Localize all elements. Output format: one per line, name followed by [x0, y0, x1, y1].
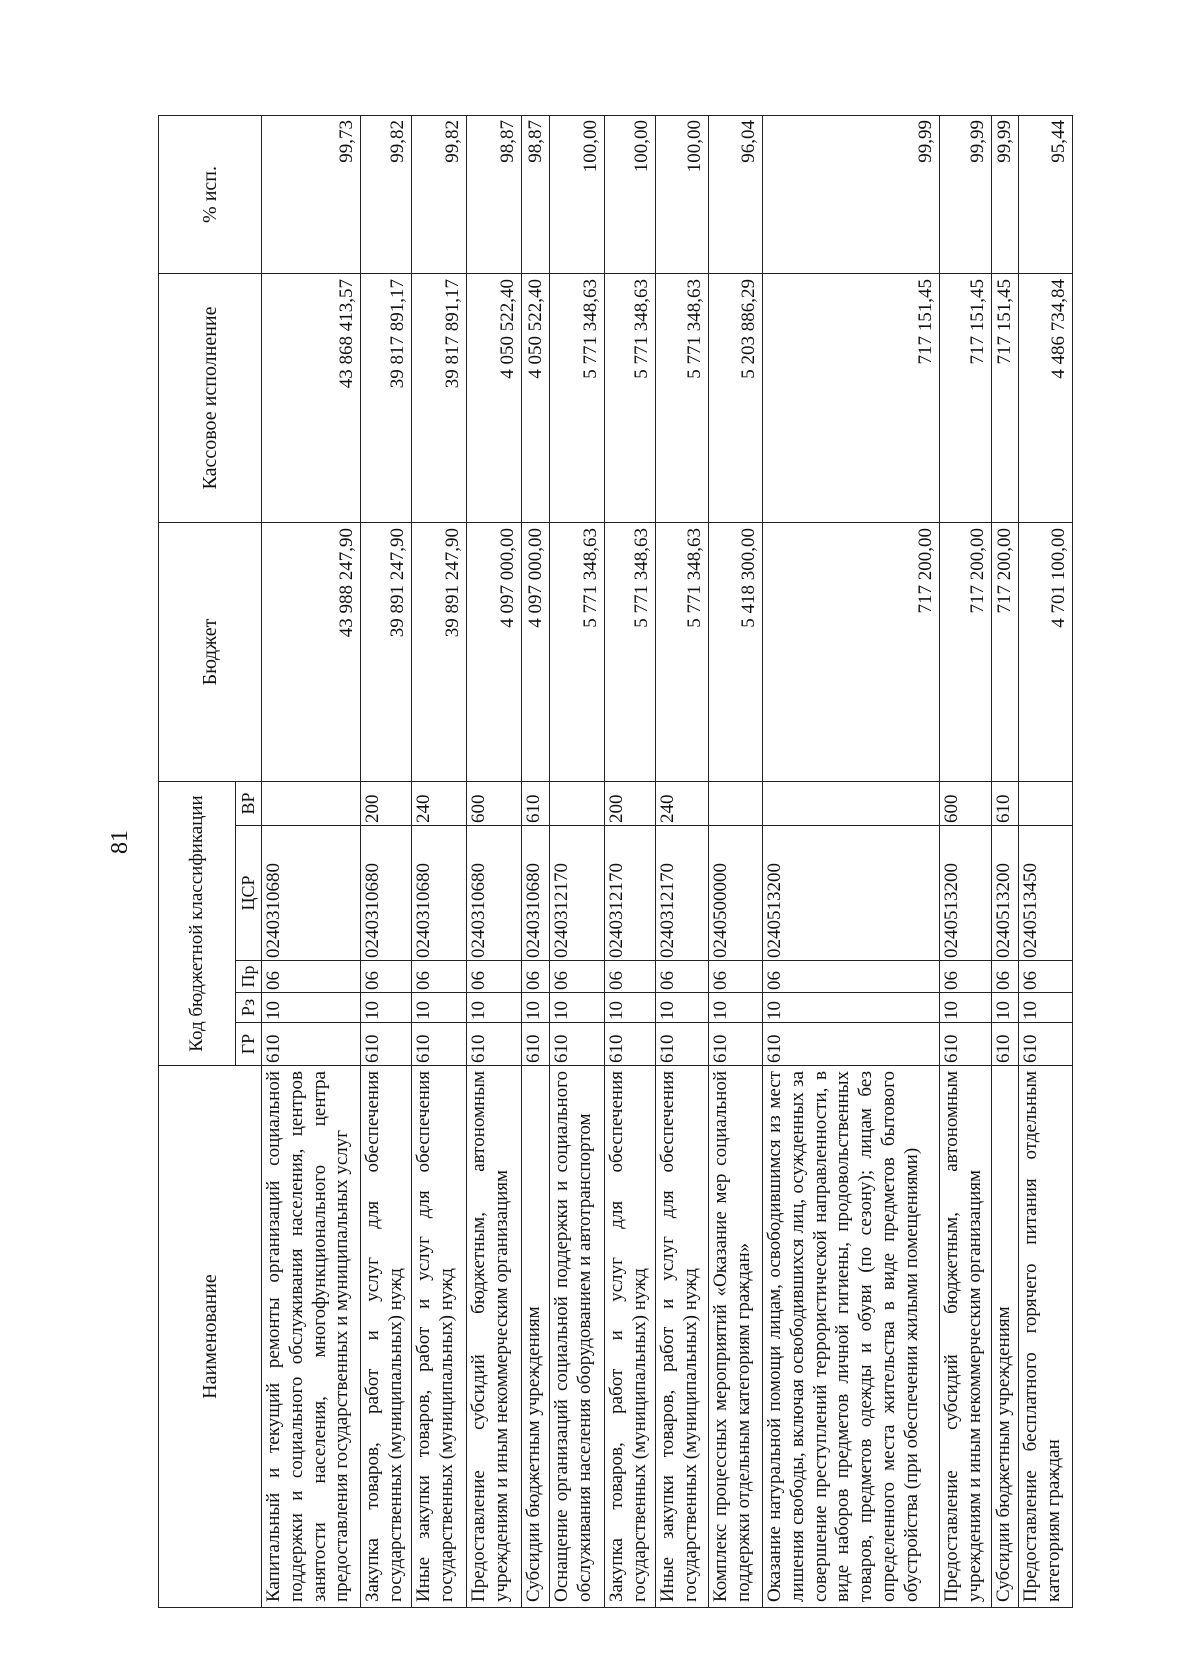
row-cash: 5 203 886,29: [709, 273, 763, 522]
row-csr: 0240513450: [1019, 826, 1073, 961]
row-budget: 43 988 247,90: [262, 522, 361, 781]
row-csr: 0240513200: [763, 826, 940, 961]
row-rz: 10: [656, 993, 709, 1023]
row-pct: 99,99: [763, 115, 940, 273]
row-csr: 0240312170: [550, 826, 605, 961]
row-rz: 10: [412, 993, 467, 1023]
row-pct: 96,04: [709, 115, 763, 273]
header-csr: ЦСР: [236, 826, 262, 961]
row-gr: 610: [550, 1023, 605, 1066]
row-vr: [262, 781, 361, 825]
header-rz: Рз: [236, 993, 262, 1023]
row-pr: 06: [467, 961, 522, 993]
row-vr: 240: [656, 781, 709, 825]
row-budget: 717 200,00: [763, 522, 940, 781]
row-csr: 0240310680: [467, 826, 522, 961]
budget-execution-table: [158, 115, 1073, 1608]
row-rz: 10: [1019, 993, 1073, 1023]
header-name: Наименование: [159, 1066, 262, 1608]
table-row: [656, 115, 709, 1607]
row-gr: 610: [262, 1023, 361, 1066]
row-pr: 06: [992, 961, 1019, 993]
row-gr: 610: [412, 1023, 467, 1066]
table-row: [262, 115, 361, 1607]
row-vr: 600: [467, 781, 522, 825]
row-vr: [763, 781, 940, 825]
row-cash: 4 486 734,84: [1019, 273, 1073, 522]
row-vr: 600: [940, 781, 992, 825]
row-vr: [550, 781, 605, 825]
row-budget: 39 891 247,90: [361, 522, 412, 781]
row-name: Предоставление бесплатного горячего питания отдельным категориям граждан: [1019, 1066, 1073, 1608]
row-cash: 4 050 522,40: [522, 273, 550, 522]
row-pr: 06: [412, 961, 467, 993]
row-pct: 100,00: [605, 115, 656, 273]
header-pct: % исп.: [159, 115, 262, 273]
table-row: [467, 115, 522, 1607]
row-vr: 610: [992, 781, 1019, 825]
row-name: Закупка товаров, работ и услуг для обеспечения государственных (муниципальных) нужд: [605, 1066, 656, 1608]
row-name: Иные закупки товаров, работ и услуг для обеспечения государственных (муниципальных) нужд: [656, 1066, 709, 1608]
row-pct: 99,82: [412, 115, 467, 273]
row-name: Предоставление субсидий бюджетным, автономным учреждениям и иным некоммерческим организациям: [467, 1066, 522, 1608]
header-vr: ВР: [236, 781, 262, 825]
row-pct: 95,44: [1019, 115, 1073, 273]
row-cash: 39 817 891,17: [412, 273, 467, 522]
row-csr: 0240310680: [361, 826, 412, 961]
row-rz: 10: [522, 993, 550, 1023]
row-budget: 4 097 000,00: [467, 522, 522, 781]
table-row: [940, 115, 992, 1607]
row-name: Капитальный и текущий ремонты организаций социальной поддержки и социального обслуживания населения, центров занятости населения, многофункционального центра предоставления государственных и муниципальных услуг: [262, 1066, 361, 1608]
row-pr: 06: [262, 961, 361, 993]
table-body: [262, 115, 1073, 1607]
row-cash: 717 151,45: [992, 273, 1019, 522]
row-gr: 610: [467, 1023, 522, 1066]
row-cash: 5 771 348,63: [656, 273, 709, 522]
row-name: Оказание натуральной помощи лицам, освободившимся из мест лишения свободы, включая освободившихся лиц, осужденных за совершение преступлений террористической направленности, в виде наборов предметов личной гигиены, продовольственных товаров, предметов одежды и обуви (по сезону); лицам без определенного места жительства в виде предметов бытового обустройства (при обеспечении жилыми помещениями): [763, 1066, 940, 1608]
row-rz: 10: [992, 993, 1019, 1023]
row-budget: 5 771 348,63: [605, 522, 656, 781]
row-pct: 98,87: [467, 115, 522, 273]
row-vr: 200: [605, 781, 656, 825]
row-pr: 06: [940, 961, 992, 993]
row-pr: 06: [361, 961, 412, 993]
row-csr: 0240310680: [412, 826, 467, 961]
row-vr: 200: [361, 781, 412, 825]
row-pct: 99,73: [262, 115, 361, 273]
row-pct: 99,99: [992, 115, 1019, 273]
row-budget: 5 771 348,63: [550, 522, 605, 781]
table-header: [159, 115, 262, 1607]
table-row: [992, 115, 1019, 1607]
header-cash: Кассовое исполнение: [159, 273, 262, 522]
row-rz: 10: [550, 993, 605, 1023]
row-csr: 0240513200: [992, 826, 1019, 961]
table-row: [412, 115, 467, 1607]
row-gr: 610: [656, 1023, 709, 1066]
row-pct: 100,00: [656, 115, 709, 273]
table-row: [709, 115, 763, 1607]
table-row: [550, 115, 605, 1607]
row-csr: 0240513200: [940, 826, 992, 961]
row-rz: 10: [763, 993, 940, 1023]
row-rz: 10: [262, 993, 361, 1023]
header-pr: Пр: [236, 961, 262, 993]
row-rz: 10: [940, 993, 992, 1023]
row-budget: 5 418 300,00: [709, 522, 763, 781]
row-budget: 717 200,00: [992, 522, 1019, 781]
row-rz: 10: [605, 993, 656, 1023]
row-cash: 5 771 348,63: [550, 273, 605, 522]
row-gr: 610: [709, 1023, 763, 1066]
row-cash: 4 050 522,40: [467, 273, 522, 522]
row-name: Комплекс процессных мероприятий «Оказание мер социальной поддержки отдельным категориям граждан»: [709, 1066, 763, 1608]
row-gr: 610: [605, 1023, 656, 1066]
table-row: [361, 115, 412, 1607]
row-name: Предоставление субсидий бюджетным, автономным учреждениям и иным некоммерческим организациям: [940, 1066, 992, 1608]
row-pr: 06: [709, 961, 763, 993]
table-row: [763, 115, 940, 1607]
row-budget: 717 200,00: [940, 522, 992, 781]
row-pct: 99,82: [361, 115, 412, 273]
row-pr: 06: [522, 961, 550, 993]
row-pr: 06: [1019, 961, 1073, 993]
row-gr: 610: [1019, 1023, 1073, 1066]
row-gr: 610: [361, 1023, 412, 1066]
budget-table-rotated: [158, 116, 1070, 1608]
row-rz: 10: [467, 993, 522, 1023]
row-name: Субсидии бюджетным учреждениям: [992, 1066, 1019, 1608]
row-gr: 610: [940, 1023, 992, 1066]
row-pr: 06: [656, 961, 709, 993]
row-cash: 5 771 348,63: [605, 273, 656, 522]
row-vr: 240: [412, 781, 467, 825]
header-gr: ГР: [236, 1023, 262, 1066]
row-vr: [1019, 781, 1073, 825]
row-pct: 98,87: [522, 115, 550, 273]
row-gr: 610: [992, 1023, 1019, 1066]
row-budget: 4 701 100,00: [1019, 522, 1073, 781]
row-csr: 0240310680: [522, 826, 550, 961]
row-csr: 0240312170: [656, 826, 709, 961]
row-cash: 43 868 413,57: [262, 273, 361, 522]
page-number: 81: [106, 830, 133, 854]
row-name: Субсидии бюджетным учреждениям: [522, 1066, 550, 1608]
row-pct: 99,99: [940, 115, 992, 273]
row-rz: 10: [709, 993, 763, 1023]
row-name: Закупка товаров, работ и услуг для обеспечения государственных (муниципальных) нужд: [361, 1066, 412, 1608]
row-name: Иные закупки товаров, работ и услуг для обеспечения государственных (муниципальных) нужд: [412, 1066, 467, 1608]
row-csr: 0240500000: [709, 826, 763, 961]
row-budget: 39 891 247,90: [412, 522, 467, 781]
row-pct: 100,00: [550, 115, 605, 273]
row-pr: 06: [550, 961, 605, 993]
row-cash: 39 817 891,17: [361, 273, 412, 522]
table-row: [605, 115, 656, 1607]
row-cash: 717 151,45: [940, 273, 992, 522]
row-vr: [709, 781, 763, 825]
row-budget: 5 771 348,63: [656, 522, 709, 781]
table-row: [522, 115, 550, 1607]
row-csr: 0240310680: [262, 826, 361, 961]
row-pr: 06: [605, 961, 656, 993]
header-code-group: Код бюджетной классификации: [159, 781, 236, 1065]
row-name: Оснащение организаций социальной поддержки и социального обслуживания населения оборудованием и автотранспортом: [550, 1066, 605, 1608]
row-csr: 0240312170: [605, 826, 656, 961]
row-pr: 06: [763, 961, 940, 993]
row-rz: 10: [361, 993, 412, 1023]
row-vr: 610: [522, 781, 550, 825]
row-gr: 610: [763, 1023, 940, 1066]
header-budget: Бюджет: [159, 522, 262, 781]
row-budget: 4 097 000,00: [522, 522, 550, 781]
row-cash: 717 151,45: [763, 273, 940, 522]
row-gr: 610: [522, 1023, 550, 1066]
table-row: [1019, 115, 1073, 1607]
